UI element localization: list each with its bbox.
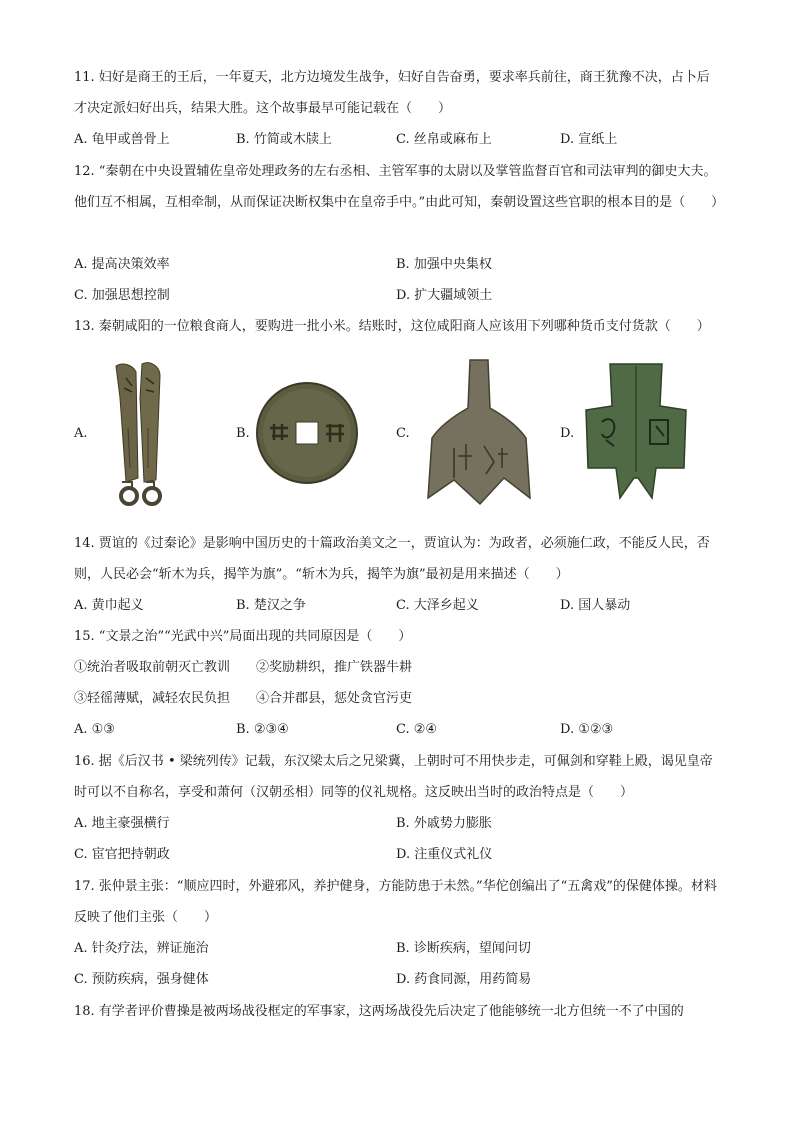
question-15-statement-line2: ③轻徭薄赋，减轻农民负担 ④合并郡县，惩处贪官污吏 <box>74 691 413 706</box>
option-c: C. 大泽乡起义 <box>396 598 479 613</box>
question-12-options-row1 <box>74 249 722 280</box>
question-16-options-row2 <box>74 839 722 870</box>
question-12-stem: 12. “秦朝在中央设置辅佐皇帝处理政务的左右丞相、主管军事的太尉以及掌管监督百官和司法审判的御史大夫。他们互不相属，互相牵制，从而保证决断权集中在皇帝手中。”由此可知，秦朝设置这些官职的根本目的是（ ） <box>74 164 725 210</box>
question-15-options <box>74 714 722 745</box>
option-b: B. 诊断疾病，望闻问切 <box>396 941 531 956</box>
question-16-stem: 16. 据《后汉书 • 梁统列传》记载，东汉梁太后之兄梁冀，上朝时可不用快步走，可佩剑和穿鞋上殿，谒见皇帝时可以不自称名，享受和萧何（汉朝丞相）同等的仪礼规格。这反映出当时的政治特点是（ ） <box>74 754 713 800</box>
option-c: C. <box>396 426 410 441</box>
spade-coin-square-image <box>580 360 692 502</box>
option-b-item <box>236 358 386 508</box>
option-d: D. <box>560 426 575 441</box>
option-d: D. 扩大疆域领土 <box>396 288 493 303</box>
option-c: C. ②④ <box>396 722 438 737</box>
question-11-options <box>74 124 722 155</box>
option-b: B. ②③④ <box>236 722 289 737</box>
option-c: C. 宦官把持朝政 <box>74 847 170 862</box>
option-c: C. 加强思想控制 <box>74 288 170 303</box>
option-b: B. 竹简或木牍上 <box>236 132 332 147</box>
option-d: D. 药食同源，用药简易 <box>396 972 532 987</box>
option-b: B. 外戚势力膨胀 <box>396 816 492 831</box>
question-14-stem: 14. 贾谊的《过秦论》是影响中国历史的十篇政治美文之一，贾谊认为：为政者，必须施仁政，不能反人民，否则，人民必会“斩木为兵，揭竿为旗”。“斩木为兵，揭竿为旗”最初是用来描述（ ） <box>74 536 710 582</box>
question-12-options-row2 <box>74 280 722 311</box>
question-16-options-row1 <box>74 808 722 839</box>
question-17-options-row2 <box>74 964 722 995</box>
option-d-item <box>560 358 722 508</box>
question-15-stem: 15. “文景之治”“光武中兴”局面出现的共同原因是（ ） <box>74 629 412 644</box>
question-11-stem: 11. 妇好是商王的王后，一年夏天，北方边境发生战争，妇好自告奋勇，要求率兵前往，商王犹豫不决，占卜后才决定派妇好出兵，结果大胜。这个故事最早可能记载在（ ） <box>74 70 710 116</box>
option-c: C. 丝帛或麻布上 <box>396 132 492 147</box>
option-c: C. 预防疾病，强身健体 <box>74 972 209 987</box>
question-13-image-options <box>74 358 722 508</box>
question-18-stem: 18. 有学者评价曹操是被两场战役框定的军事家，这两场战役先后决定了他能够统一北方但统一不了中国的 <box>74 1004 684 1019</box>
question-17-options-row1 <box>74 933 722 964</box>
question-15-statement-line1: ①统治者吸取前朝灭亡教训 ②奖励耕织，推广铁器牛耕 <box>74 660 413 675</box>
option-d: D. 注重仪式礼仪 <box>396 847 493 862</box>
option-a: A. 龟甲或兽骨上 <box>74 132 170 147</box>
option-d: D. 国人暴动 <box>560 598 631 613</box>
option-a: A. <box>74 426 88 441</box>
knife-coin-image <box>98 358 170 508</box>
option-c-item <box>396 358 546 508</box>
option-a: A. 地主豪强横行 <box>74 816 170 831</box>
spade-coin-pointed-image <box>414 358 544 508</box>
option-a: A. 黄巾起义 <box>74 598 144 613</box>
option-d: D. 宣纸上 <box>560 132 618 147</box>
banliang-coin-image <box>252 378 362 488</box>
question-13-stem: 13. 秦朝咸阳的一位粮食商人，要购进一批小米。结账时，这位咸阳商人应该用下列哪种货币支付货款（ ） <box>74 319 710 334</box>
option-b: B. <box>236 426 250 441</box>
option-d: D. ①②③ <box>560 722 614 737</box>
option-b: B. 楚汉之争 <box>236 598 306 613</box>
option-a: A. 针灸疗法，辨证施治 <box>74 941 209 956</box>
option-a: A. ①③ <box>74 722 115 737</box>
question-14-options <box>74 590 722 621</box>
question-17-stem: 17. 张仲景主张：“顺应四时，外避邪风，养护健身，方能防患于未然。”华佗创编出了“五禽戏”的保健体操。材料反映了他们主张（ ） <box>74 879 717 925</box>
option-a: A. 提高决策效率 <box>74 257 170 272</box>
option-b: B. 加强中央集权 <box>396 257 492 272</box>
option-a-item <box>74 358 194 508</box>
